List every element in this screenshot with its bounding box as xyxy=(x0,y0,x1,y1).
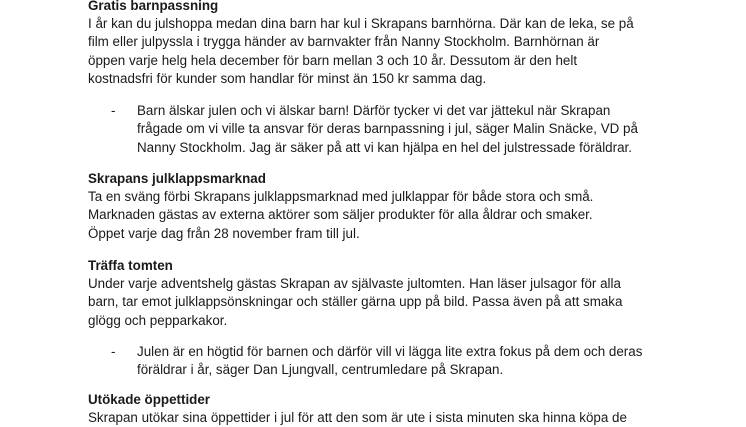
bullet-dash: - xyxy=(111,344,116,359)
section-paragraph: I år kan du julshoppa medan dina barn har kul i Skrapans barnhörna. Där kan de leka, se på film eller julpyssla i trygga händer av barnvakter från Nanny Stockholm. Barnhörnan är öppen varje helg hela december för barn mellan 3 och 10 år. Dessutom är den helt kostnadsfri för kunder som handlar för minst än 150 kr samma dag. xyxy=(88,16,634,86)
quote-text: Julen är en högtid för barnen och därför vill vi lägga lite extra fokus på dem och deras föräldrar i år, säger Dan Ljungvall, centrumledare på Skrapan. xyxy=(137,344,643,378)
section-julklappsmarknad xyxy=(88,170,593,243)
section-gratis-barnpassning xyxy=(88,0,634,88)
quote-bullet xyxy=(88,343,642,380)
section-paragraph: Under varje adventshelg gästas Skrapan av självaste jultomten. Han läser julsagor för alla barn, tar emot julklappsönskningar och ställer gärna upp på bild. Passa även på att smaka glögg och pepparkakor. xyxy=(88,276,623,328)
section-heading: Gratis barnpassning xyxy=(88,0,219,13)
section-heading: Utökade öppettider xyxy=(88,392,211,407)
section-heading: Skrapans julklappsmarknad xyxy=(88,171,266,186)
quote-text: Barn älskar julen och vi älskar barn! Därför tycker vi det var jättekul när Skrapan frågade om vi ville ta ansvar för deras barnpassning i jul, säger Malin Snäcke, VD på Nanny Stockholm. Jag är säker på att vi kan hjälpa en hel del julstressade föräldrar. xyxy=(137,103,638,155)
section-traffa-tomten xyxy=(88,257,622,330)
bullet-dash: - xyxy=(111,103,116,118)
section-paragraph: Skrapan utökar sina öppettider i jul för att den som är ute i sista minuten ska hinna köpa de xyxy=(88,410,627,425)
section-paragraph: Ta en sväng förbi Skrapans julklappsmarknad med julklappar för både stora och små. Marknaden gästas av externa aktörer som säljer produkter för alla åldrar och smaker. Öppet varje dag från 28 november fram till jul. xyxy=(88,189,594,241)
quote-bullet xyxy=(88,102,638,157)
section-heading: Träffa tomten xyxy=(88,258,173,273)
section-utokade-oppettider xyxy=(88,391,627,427)
